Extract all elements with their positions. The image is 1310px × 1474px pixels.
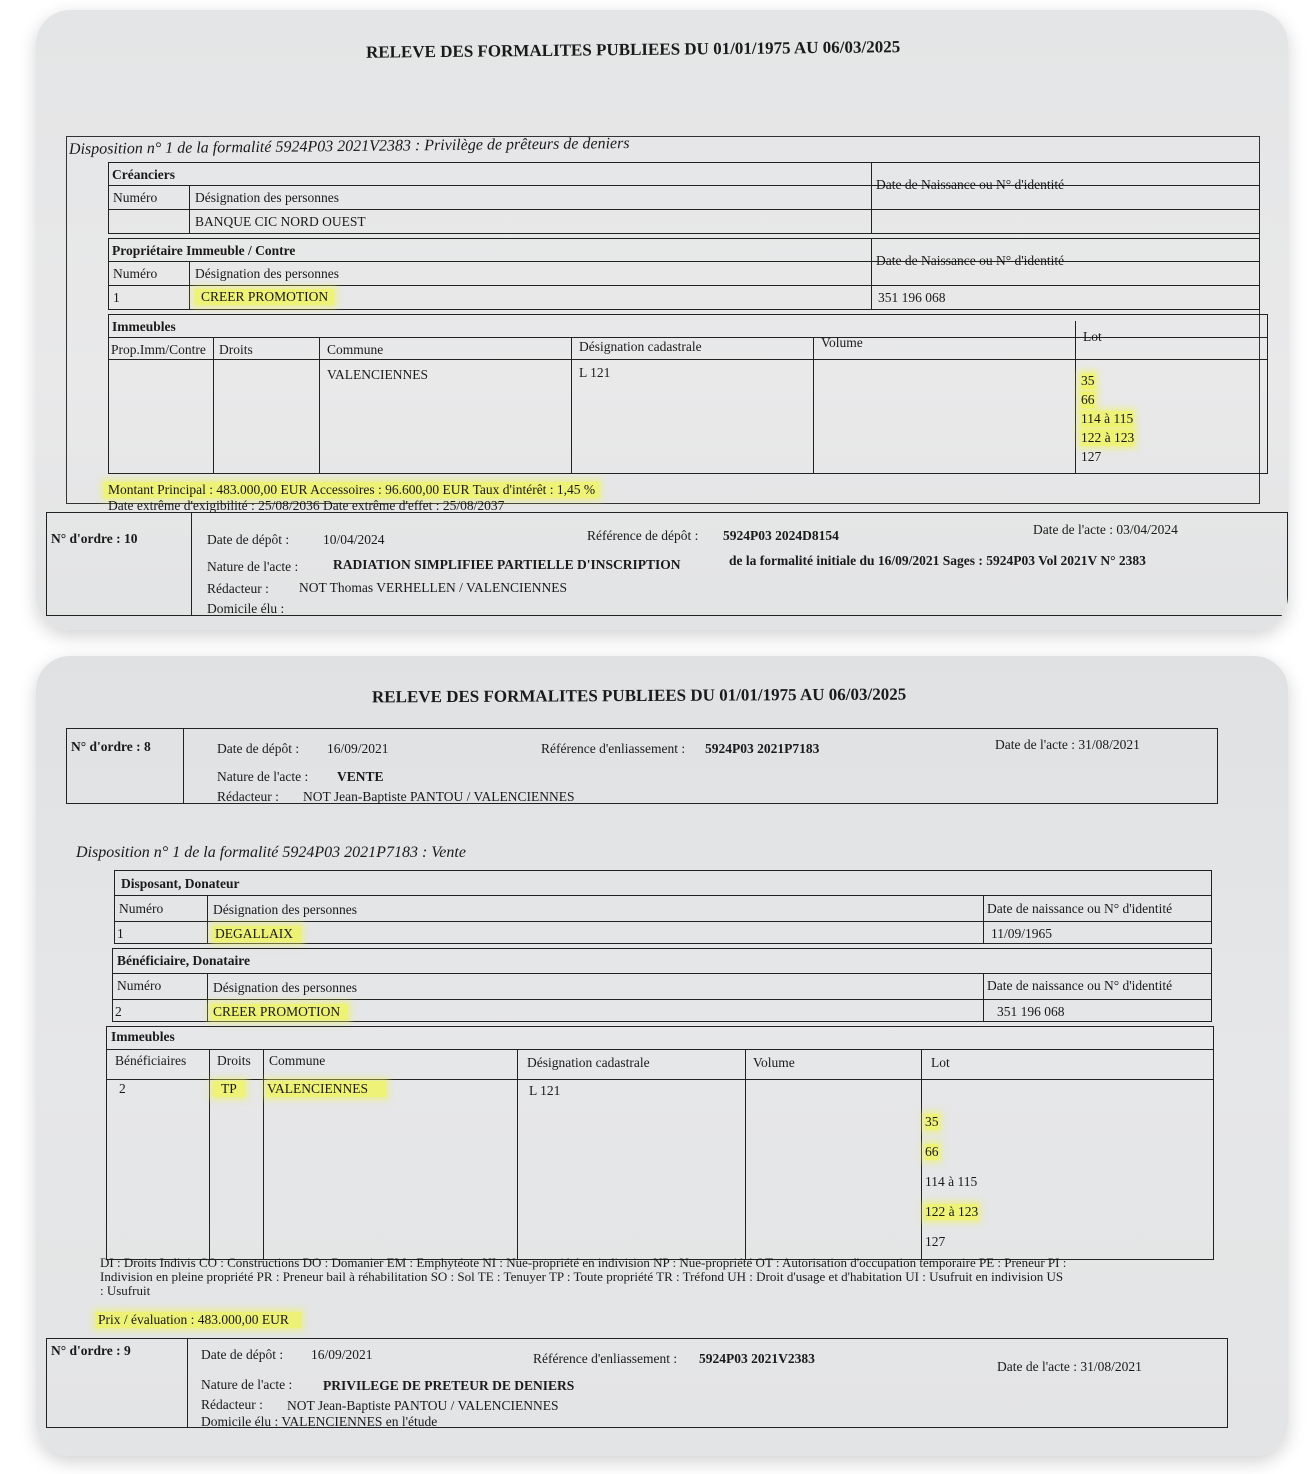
disposant-table (114, 870, 1212, 944)
proprietaire-table (108, 238, 1260, 310)
col-droits: Droits (217, 1053, 251, 1068)
nature-label: Nature de l'acte : (201, 1377, 293, 1392)
ordre-10-box (46, 512, 1288, 616)
redacteur-value: NOT Jean-Baptiste PANTOU / VALENCIENNES (303, 789, 575, 804)
col-lot: Lot (931, 1055, 950, 1070)
col-designation: Désignation des personnes (213, 980, 357, 995)
beneficiaire-ref: 2 (119, 1081, 126, 1096)
beneficiaire-name: CREER PROMOTION (211, 1004, 348, 1020)
domicile-elu: Domicile élu : VALENCIENNES en l'étude (201, 1414, 438, 1429)
lot-item: 35 (925, 1114, 939, 1129)
proprietaire-id: 351 196 068 (878, 290, 946, 305)
dates-extremes: Date extrême d'exigibilité : 25/08/2036 Date extrême d'effet : 25/08/2037 (108, 498, 505, 513)
col-date: Date de naissance ou N° d'identité (987, 901, 1173, 916)
date-depot-label: Date de dépôt : (201, 1347, 284, 1362)
ordre-label: N° d'ordre : 10 (51, 531, 138, 546)
lot-item: 114 à 115 (1081, 411, 1134, 426)
reference-value: 5924P03 2024D8154 (723, 528, 839, 543)
ordre-label: N° d'ordre : 9 (51, 1343, 131, 1358)
page-title: RELEVE DES FORMALITES PUBLIEES DU 01/01/1975 AU 06/03/2025 (365, 37, 901, 62)
date-acte: Date de l'acte : 31/08/2021 (997, 1359, 1142, 1374)
date-acte: Date de l'acte : 31/08/2021 (995, 737, 1140, 752)
immeubles-heading: Immeubles (111, 1029, 175, 1044)
legend-line: : Usufruit (100, 1283, 151, 1298)
domicile-label: Domicile élu : (207, 601, 285, 616)
lot-item: 127 (925, 1234, 946, 1249)
reference-value: 5924P03 2021P7183 (705, 741, 820, 756)
droits-value: TP (213, 1081, 245, 1097)
lot-item: 66 (925, 1144, 939, 1159)
page-title: RELEVE DES FORMALITES PUBLIEES DU 01/01/1975 AU 06/03/2025 (371, 684, 907, 707)
nature-detail: de la formalité initiale du 16/09/2021 Sages : 5924P03 Vol 2021V N° 2383 (729, 553, 1146, 568)
col-commune: Commune (327, 342, 384, 357)
col-designation: Désignation des personnes (213, 902, 357, 917)
col-lot: Lot (1083, 329, 1102, 344)
cadastre-value: L 121 (579, 365, 611, 380)
date-depot-label: Date de dépôt : (207, 532, 290, 547)
ordre-9-box (46, 1338, 1228, 1428)
lot-item: 122 à 123 (925, 1204, 979, 1219)
document-page-2 (36, 656, 1288, 1456)
redacteur-value: NOT Jean-Baptiste PANTOU / VALENCIENNES (287, 1398, 559, 1413)
col-prop-imm: Prop.Imm/Contre (111, 342, 206, 357)
col-numero: Numéro (113, 190, 158, 205)
col-beneficiaires: Bénéficiaires (115, 1053, 187, 1068)
col-date: Date de Naissance ou N° d'identité (876, 253, 1065, 268)
col-designation: Désignation des personnes (195, 190, 339, 205)
creanciers-heading: Créanciers (112, 167, 175, 182)
immeubles-table (108, 314, 1268, 474)
droits-legend (100, 1256, 1066, 1298)
reference-label: Référence d'enliassement : (533, 1351, 678, 1366)
col-commune: Commune (269, 1053, 326, 1068)
redacteur-value: NOT Thomas VERHELLEN / VALENCIENNES (299, 580, 567, 595)
date-acte: Date de l'acte : 03/04/2024 (1033, 522, 1178, 537)
creanciers-table (108, 162, 1260, 234)
disposant-birthdate: 11/09/1965 (991, 926, 1053, 941)
montant-principal: Montant Principal : 483.000,00 EUR Accessoires : 96.600,00 EUR Taux d'intérêt : 1,45 % (104, 482, 599, 498)
col-cadastre: Désignation cadastrale (527, 1055, 650, 1070)
immeubles-heading: Immeubles (112, 319, 176, 334)
lot-item: 122 à 123 (1081, 430, 1135, 445)
reference-label: Référence d'enliassement : (541, 741, 686, 756)
beneficiaire-heading: Bénéficiaire, Donataire (117, 953, 250, 968)
proprietaire-numero: 1 (113, 290, 120, 305)
col-numero: Numéro (113, 266, 158, 281)
col-numero: Numéro (119, 901, 164, 916)
nature-value: RADIATION SIMPLIFIEE PARTIELLE D'INSCRIPTION (333, 557, 681, 572)
date-depot-value: 16/09/2021 (311, 1347, 373, 1362)
commune-value: VALENCIENNES (327, 367, 428, 382)
col-droits: Droits (219, 342, 253, 357)
date-depot-value: 16/09/2021 (327, 741, 389, 756)
redacteur-label: Rédacteur : (217, 789, 279, 804)
col-date: Date de naissance ou N° d'identité (987, 978, 1173, 993)
immeubles-table (106, 1026, 1214, 1260)
beneficiaire-id: 351 196 068 (997, 1004, 1065, 1019)
proprietaire-name: CREER PROMOTION (195, 289, 334, 305)
prix-evaluation: Prix / évaluation : 483.000,00 EUR (96, 1312, 301, 1328)
col-numero: Numéro (117, 978, 162, 993)
redacteur-label: Rédacteur : (201, 1397, 263, 1412)
nature-value: VENTE (337, 769, 384, 784)
nature-value: PRIVILEGE DE PRETEUR DE DENIERS (323, 1378, 575, 1393)
document-page-1 (36, 10, 1288, 630)
lot-item: 114 à 115 (925, 1174, 978, 1189)
creancier-name: BANQUE CIC NORD OUEST (195, 214, 366, 229)
legend-line: DI : Droits Indivis CO : Constructions DO : Domanier EM : Emphytéote NI : Nue-propriété en indivision NP : Nue-propriété OT : Autorisation d'occupation temporaire PE : Preneur PI : (100, 1255, 1067, 1270)
beneficiaire-table (112, 948, 1212, 1022)
disposition-title: Disposition n° 1 de la formalité 5924P03 2021P7183 : Vente (76, 844, 466, 861)
redacteur-label: Rédacteur : (207, 581, 269, 596)
col-designation: Désignation des personnes (195, 266, 339, 281)
lot-item: 127 (1081, 449, 1102, 464)
disposant-numero: 1 (117, 926, 124, 941)
beneficiaire-numero: 2 (115, 1004, 122, 1019)
lot-item: 35 (1081, 373, 1095, 388)
legend-line: Indivision en pleine propriété PR : Preneur bail à réhabilitation SO : Sol TE : Tenuyer TP : Toute propriété TR : Tréfond UH : Droit d'usage et d'habitation UI : Usufruit en indivision US (100, 1269, 1064, 1284)
col-cadastre: Désignation cadastrale (579, 339, 702, 354)
proprietaire-heading: Propriétaire Immeuble / Contre (112, 243, 296, 258)
date-depot-value: 10/04/2024 (323, 532, 385, 547)
col-date: Date de Naissance ou N° d'identité (876, 177, 1065, 192)
lot-item: 66 (1081, 392, 1095, 407)
disposition-title: Disposition n° 1 de la formalité 5924P03 2021V2383 : Privilège de prêteurs de deniers (68, 135, 630, 158)
disposant-name: DEGALLAIX (213, 926, 301, 942)
reference-label: Référence de dépôt : (587, 528, 699, 543)
col-volume: Volume (753, 1055, 795, 1070)
nature-label: Nature de l'acte : (217, 769, 309, 784)
commune-value: VALENCIENNES (267, 1081, 386, 1097)
date-depot-label: Date de dépôt : (217, 741, 300, 756)
disposant-heading: Disposant, Donateur (121, 876, 240, 891)
nature-label: Nature de l'acte : (207, 559, 299, 574)
ordre-8-box (66, 728, 1218, 804)
ordre-label: N° d'ordre : 8 (71, 739, 151, 754)
reference-value: 5924P03 2021V2383 (699, 1351, 815, 1366)
cadastre-value: L 121 (529, 1083, 561, 1098)
col-volume: Volume (821, 335, 863, 350)
